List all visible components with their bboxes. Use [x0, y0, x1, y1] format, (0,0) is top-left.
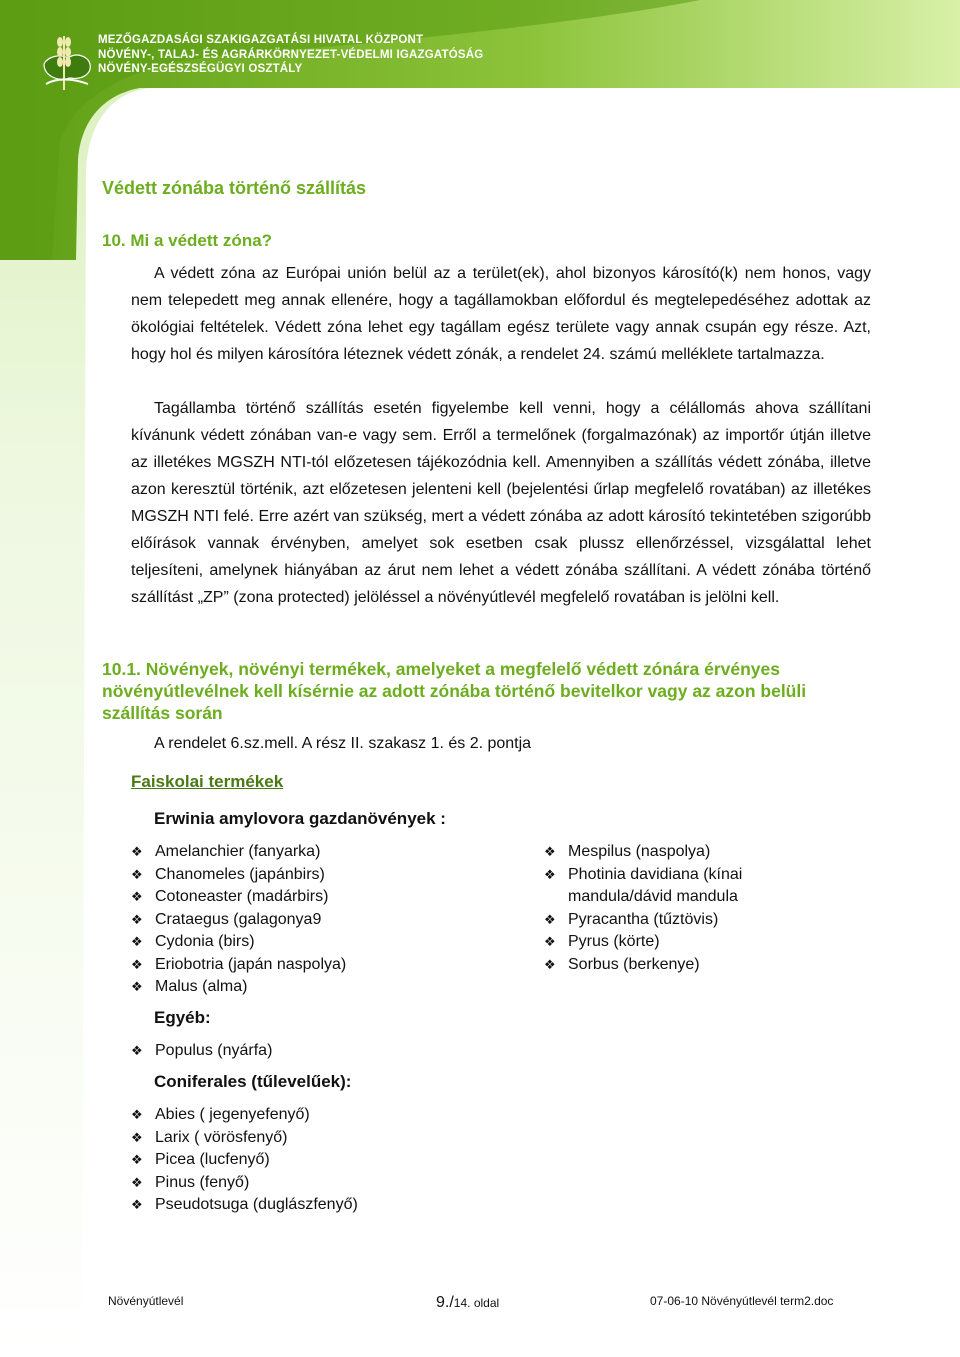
footer-file-name: 07-06-10 Növényútlevél term2.doc	[650, 1294, 834, 1308]
section-heading-10-1: 10.1. Növények, növényi termékek, amelyeket a megfelelő védett zónára érvényes növényútlevélnek kell kísérnie az adott zónába történő bevitelkor vagy az azon belüli szállítás során	[102, 659, 807, 723]
list-item: ❖ Pseudotsuga (duglászfenyő)	[131, 1194, 511, 1217]
erwinia-list-right	[544, 841, 784, 976]
coniferales-list	[131, 1104, 511, 1217]
diamond-bullet-icon: ❖	[131, 956, 143, 972]
diamond-bullet-icon: ❖	[131, 1129, 143, 1145]
diamond-bullet-icon: ❖	[131, 979, 143, 994]
list-item: ❖ Cydonia (birs)	[131, 931, 511, 954]
org-line-1: MEZŐGAZDASÁGI SZAKIGAZGATÁSI HIVATAL KÖZPONT	[98, 34, 424, 46]
list-item: ❖ Amelanchier (fanyarka)	[131, 841, 511, 864]
list-item: ❖ Sorbus (berkenye)	[544, 954, 784, 977]
paragraph-member-state-shipping: Tagállamba történő szállítás esetén figyelembe kell venni, hogy a célállomás ahova szállítani kívánunk védett zónában van-e vagy sem. Erről a termelőnek (forgalmazónak) az importőr útján illetve az illetékes MGSZH NTI-tól előzetesen tájékozódnia kell. Amennyiben a szállítás védett zónába, illetve azon keresztül történik, azt előzetesen jelenteni kell (bejelentési űrlap megfelelő rovatában) az illetékes MGSZH NTI felé. Erre azért van szükség, mert a védett zónába az adott károsító tekintetében szigorúbb előírások vannak érvényben, amelyet sok esetben csak plussz ellenőrzéssel, vizsgálattal lehet teljesíteni, amelynek hiányában az árut nem lehet a védett zónába szállítani. A védett zónába történő szállítást „ZP” (zona protected) jelöléssel a növényútlevél megfelelő rovatában is jelölni kell.	[131, 400, 871, 606]
list-item: ❖ Pinus (fenyő)	[131, 1172, 511, 1195]
diamond-bullet-icon: ❖	[131, 866, 143, 882]
diamond-bullet-icon: ❖	[131, 844, 143, 859]
diamond-bullet-icon: ❖	[544, 934, 556, 949]
list-item: ❖ Cotoneaster (madárbirs)	[131, 886, 511, 909]
diamond-bullet-icon: ❖	[131, 911, 143, 927]
footer-doc-type: Növényútlevél	[108, 1294, 184, 1308]
diamond-bullet-icon: ❖	[544, 844, 556, 859]
question-heading: 10. Mi a védett zóna?	[102, 231, 273, 250]
footer-page-number	[436, 1294, 499, 1312]
list-item: ❖ Populus (nyárfa)	[131, 1040, 511, 1063]
heading-other: Egyéb:	[154, 1008, 211, 1027]
list-item: ❖ Picea (lucfenyő)	[131, 1149, 511, 1172]
document-title: Védett zónába történő szállítás	[102, 178, 367, 198]
list-item: ❖ Crataegus (galagonya9	[131, 909, 511, 932]
regulation-reference: A rendelet 6.sz.mell. A rész II. szakasz 1. és 2. pontja	[154, 735, 532, 752]
wheat-map-logo-icon	[38, 30, 96, 94]
page-total: 14. oldal	[453, 1296, 500, 1310]
list-item: ❖ Mespilus (naspolya)	[544, 841, 784, 864]
diamond-bullet-icon: ❖	[544, 866, 556, 882]
diamond-bullet-icon: ❖	[131, 934, 143, 949]
diamond-bullet-icon: ❖	[544, 911, 556, 927]
erwinia-list-left	[131, 841, 511, 999]
diamond-bullet-icon: ❖	[131, 889, 143, 904]
list-item: ❖ Larix ( vörösfenyő)	[131, 1127, 511, 1150]
heading-erwinia-hosts: Erwinia amylovora gazdanövények :	[154, 809, 446, 828]
organization-name	[98, 33, 483, 77]
list-item: ❖ Eriobotria (japán naspolya)	[131, 954, 511, 977]
list-item: ❖ Malus (alma)	[131, 976, 511, 999]
heading-coniferales: Coniferales (tűlevelűek):	[154, 1072, 352, 1091]
org-line-3: NÖVÉNY-EGÉSZSÉGÜGYI OSZTÁLY	[98, 63, 303, 75]
diamond-bullet-icon: ❖	[131, 1197, 143, 1212]
diamond-bullet-icon: ❖	[131, 1174, 143, 1190]
list-item: ❖ Pyracantha (tűztövis)	[544, 909, 784, 932]
diamond-bullet-icon: ❖	[544, 956, 556, 972]
paragraph-protected-zone-definition: A védett zóna az Európai unión belül az a terület(ek), ahol bizonyos károsító(k) nem honos, vagy nem telepedett meg annak ellenére, hogy a tagállamokban előfordul és megtelepedéséhez adottak az ökológiai feltételek. Védett zóna lehet egy tagállam egész területe vagy annak csupán egy része. Azt, hogy hol és milyen károsítóra léteznek védett zónák, a rendelet 24. számú melléklete tartalmazza.	[131, 265, 871, 363]
org-line-2: NÖVÉNY-, TALAJ- ÉS AGRÁRKÖRNYEZET-VÉDELMI IGAZGATÓSÁG	[98, 48, 484, 61]
list-item: ❖ Abies ( jegenyefenyő)	[131, 1104, 511, 1127]
list-item: ❖ Photinia davidiana (kínai mandula/dávid mandula	[544, 865, 743, 905]
subheading-nursery-products: Faiskolai termékek	[131, 772, 284, 791]
list-item: ❖ Chanomeles (japánbirs)	[131, 864, 511, 887]
diamond-bullet-icon: ❖	[131, 1152, 143, 1167]
list-item: ❖ Pyrus (körte)	[544, 931, 784, 954]
page-current: 9./	[436, 1294, 454, 1311]
diamond-bullet-icon: ❖	[131, 1043, 143, 1058]
other-list	[131, 1040, 511, 1063]
diamond-bullet-icon: ❖	[131, 1107, 143, 1122]
